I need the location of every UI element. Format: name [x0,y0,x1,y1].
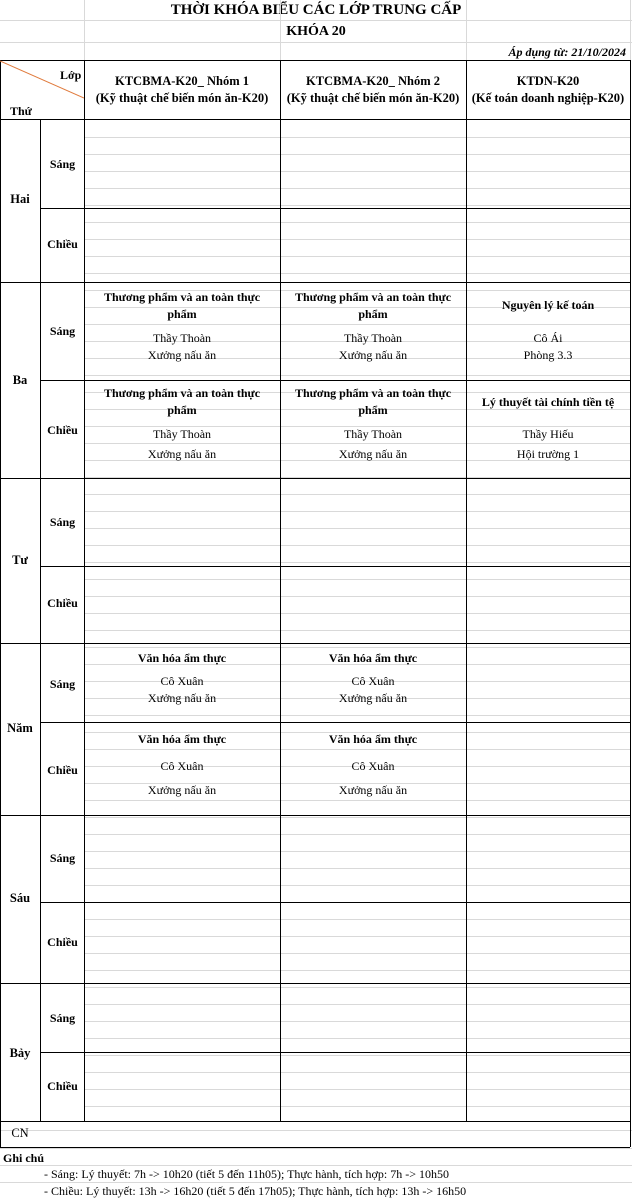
cell-border-horizontal [84,596,630,597]
cell-border-horizontal [40,722,630,723]
cell-border-horizontal [84,239,630,240]
cell-border-horizontal [84,1072,630,1073]
cell-border-horizontal [84,154,630,155]
cell-border-vertical [280,0,281,60]
cell-border-horizontal [0,42,632,43]
cell-border-horizontal [84,1038,630,1039]
cell-border-horizontal [0,1148,632,1149]
session-sang: Sáng [49,324,76,338]
subject: Thương phẩm và an toàn thực phẩm [103,386,261,417]
session-chieu: Chiều [47,237,78,251]
day-label: Thứ [10,104,32,118]
cell-border-horizontal [0,1147,630,1148]
cell-border-horizontal [84,1106,630,1107]
cell-border-horizontal [84,205,630,206]
teacher: Cô Ái [533,331,563,345]
cell-border-horizontal [0,1165,632,1166]
day-cn: CN [11,1126,29,1140]
subject: Thương phẩm và an toàn thực phẩm [294,290,452,321]
class-code: KTCBMA-K20_ Nhóm 1 [114,74,250,88]
class-label: Lớp [60,68,82,82]
cell-border-horizontal [84,800,630,801]
room: Xưởng nấu ăn [338,691,408,705]
cell-border-horizontal [0,282,630,283]
room: Xưởng nấu ăn [338,783,408,797]
cell-border-horizontal [0,815,630,816]
cell-border-horizontal [40,1052,630,1053]
session-chieu: Chiều [47,763,78,777]
class-name: (Kế toán doanh nghiệp-K20) [471,91,625,105]
teacher: Thầy Thoàn [343,427,403,441]
cell-border-horizontal [84,545,630,546]
room: Xưởng nấu ăn [338,447,408,461]
teacher: Thầy Thoàn [152,331,212,345]
subject: Nguyên lý kế toán [501,298,595,312]
cell-border-vertical [84,60,85,1121]
cell-border-horizontal [84,222,630,223]
cell-border-horizontal [84,919,630,920]
cell-border-horizontal [84,630,630,631]
note-line: - Sáng: Lý thuyết: 7h -> 10h20 (tiết 5 đến 11h05); Thực hành, tích hợp: 7h -> 10h50 [44,1167,449,1181]
session-sang: Sáng [49,157,76,171]
teacher: Thầy Thoàn [152,427,212,441]
cell-border-horizontal [84,851,630,852]
cell-border-horizontal [84,562,630,563]
cell-border-vertical [466,60,467,1121]
cell-border-horizontal [84,817,630,818]
cell-border-vertical [630,60,631,1147]
class-header-2 [280,73,466,107]
cell-border-horizontal [84,375,630,376]
day-bay: Bảy [9,1046,31,1060]
cell-border-horizontal [84,171,630,172]
cell-border-horizontal [0,643,630,644]
cell-border-horizontal [0,478,630,479]
room: Xưởng nấu ăn [147,691,217,705]
teacher: Cô Xuân [160,759,204,773]
teacher: Cô Xuân [351,759,395,773]
applied-date: Áp dụng từ: 21/10/2024 [508,45,626,59]
session-sang: Sáng [49,677,76,691]
cell-border-horizontal [40,380,630,381]
page-title: THỜI KHÓA BIỂU CÁC LỚP TRUNG CẤP [170,2,462,18]
session-sang: Sáng [49,1011,76,1025]
subject: Thương phẩm và an toàn thực phẩm [294,386,452,417]
cell-border-horizontal [84,987,630,988]
cell-border-horizontal [84,868,630,869]
cell-border-horizontal [84,1004,630,1005]
cell-border-horizontal [84,137,630,138]
cell-border-horizontal [84,1089,630,1090]
class-name: (Kỹ thuật chế biến món ăn-K20) [95,91,269,105]
room: Xưởng nấu ăn [147,348,217,362]
subject: Thương phẩm và an toàn thực phẩm [103,290,261,321]
cell-border-horizontal [84,970,630,971]
subject: Văn hóa ẩm thực [328,651,418,665]
cell-border-horizontal [84,749,630,750]
session-chieu: Chiều [47,423,78,437]
cell-border-horizontal [84,528,630,529]
teacher: Thầy Hiếu [522,427,574,441]
cell-border-horizontal [84,511,630,512]
cell-border-horizontal [0,60,630,61]
subject: Văn hóa ẩm thực [328,732,418,746]
cell-border-horizontal [84,256,630,257]
cell-border-horizontal [84,1055,630,1056]
session-sang: Sáng [49,515,76,529]
room: Phòng 3.3 [523,348,573,362]
cell-border-horizontal [84,188,630,189]
note-line: - Chiều: Lý thuyết: 13h -> 16h20 (tiết 5 đến 17h05); Thực hành, tích hợp: 13h -> 16h50 [44,1184,467,1198]
cell-border-horizontal [0,1130,632,1131]
cell-border-horizontal [0,1182,632,1183]
cell-border-horizontal [84,1021,630,1022]
class-header-3 [466,73,630,107]
day-ba: Ba [12,373,28,387]
cell-border-horizontal [40,902,630,903]
cell-border-horizontal [84,715,630,716]
session-sang: Sáng [49,851,76,865]
session-chieu: Chiều [47,935,78,949]
teacher: Cô Xuân [351,674,395,688]
cell-border-horizontal [84,834,630,835]
cell-border-horizontal [0,983,630,984]
cell-border-vertical [280,60,281,1121]
cell-border-vertical [84,0,85,60]
class-name: (Kỹ thuật chế biến món ăn-K20) [286,91,460,105]
room: Hội trường 1 [516,447,580,461]
cell-border-horizontal [84,494,630,495]
teacher: Cô Xuân [160,674,204,688]
cell-border-horizontal [40,208,630,209]
session-chieu: Chiều [47,596,78,610]
cell-border-horizontal [40,566,630,567]
room: Xưởng nấu ăn [147,783,217,797]
teacher: Thầy Thoàn [343,331,403,345]
day-nam: Năm [7,721,33,735]
room: Xưởng nấu ăn [338,348,408,362]
cell-border-horizontal [84,885,630,886]
room: Xưởng nấu ăn [147,447,217,461]
day-tu: Tư [12,553,28,567]
session-chieu: Chiều [47,1079,78,1093]
class-code: KTCBMA-K20_ Nhóm 2 [305,74,441,88]
cell-border-horizontal [84,647,630,648]
cell-border-horizontal [84,613,630,614]
cell-border-horizontal [0,119,630,120]
day-sau: Sáu [9,891,31,905]
subject: Văn hóa ẩm thực [137,732,227,746]
cell-border-horizontal [84,273,630,274]
subject: Lý thuyết tài chính tiền tệ [481,395,615,409]
cell-border-horizontal [0,20,632,21]
cell-border-vertical [630,0,631,60]
class-code: KTDN-K20 [516,74,580,88]
class-header-1 [84,73,280,107]
cell-border-horizontal [84,443,630,444]
cell-border-horizontal [0,1121,630,1122]
day-hai: Hai [10,192,30,206]
notes-heading: Ghi chú [3,1151,45,1165]
cell-border-horizontal [84,324,630,325]
cell-border-vertical [40,119,41,1121]
cell-border-horizontal [84,936,630,937]
cell-border-horizontal [84,953,630,954]
page-subtitle: KHÓA 20 [286,24,346,39]
subject: Văn hóa ẩm thực [137,651,227,665]
cell-border-horizontal [84,579,630,580]
cell-border-vertical [466,0,467,60]
cell-border-vertical [0,60,1,1147]
